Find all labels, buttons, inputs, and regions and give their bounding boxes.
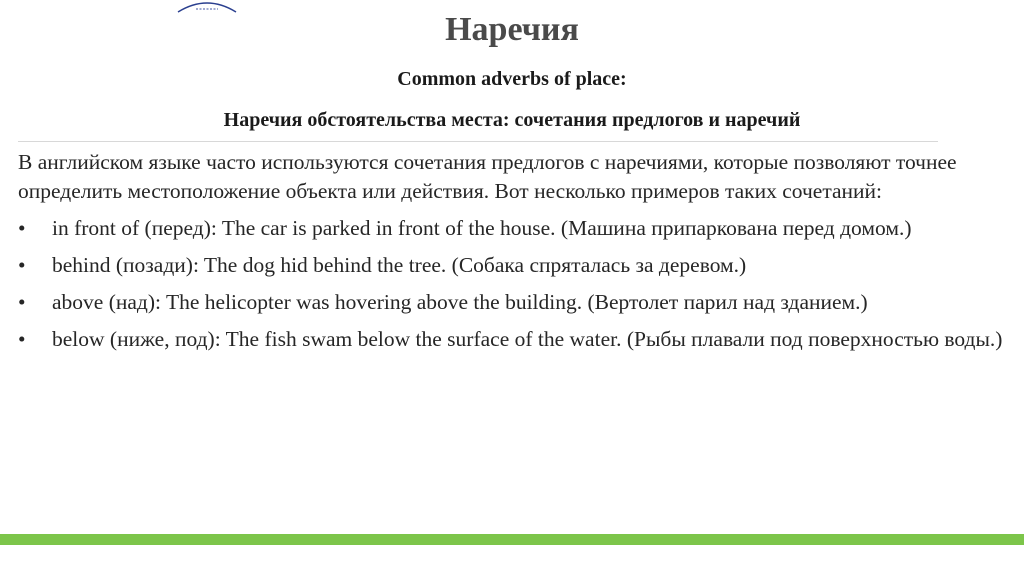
slide-title: Наречия	[445, 11, 579, 48]
bullet-mark: •	[18, 253, 26, 277]
bullet-mark: •	[18, 290, 26, 314]
list-item-text: above (над): The helicopter was hovering above the building. (Вертолет парил над зданием.)	[52, 290, 868, 314]
bullet-mark: •	[18, 327, 26, 351]
list-item	[18, 325, 1008, 354]
list-item	[18, 214, 1008, 243]
slide-body	[18, 148, 1008, 362]
bullet-mark: •	[18, 216, 26, 240]
list-item	[18, 288, 1008, 317]
accent-band	[0, 534, 1024, 545]
intro-paragraph: В английском языке часто используются сочетания предлогов с наречиями, которые позволяют точнее определить местоположение объекта или действия. Вот несколько примеров таких сочетаний:	[18, 150, 957, 203]
subtitle-english: Common adverbs of place:	[397, 68, 627, 90]
divider	[18, 141, 938, 142]
list-item-text: behind (позади): The dog hid behind the tree. (Собака спряталась за деревом.)	[52, 253, 747, 277]
list-item	[18, 251, 1008, 280]
subtitle-russian: Наречия обстоятельства места: сочетания предлогов и наречий	[223, 109, 801, 131]
list-item-text: in front of (перед): The car is parked in front of the house. (Машина припаркована перед домом.)	[52, 216, 912, 240]
examples-list	[18, 214, 1008, 354]
list-item-text: below (ниже, под): The fish swam below the surface of the water. (Рыбы плавали под поверхностью воды.)	[52, 327, 1003, 351]
